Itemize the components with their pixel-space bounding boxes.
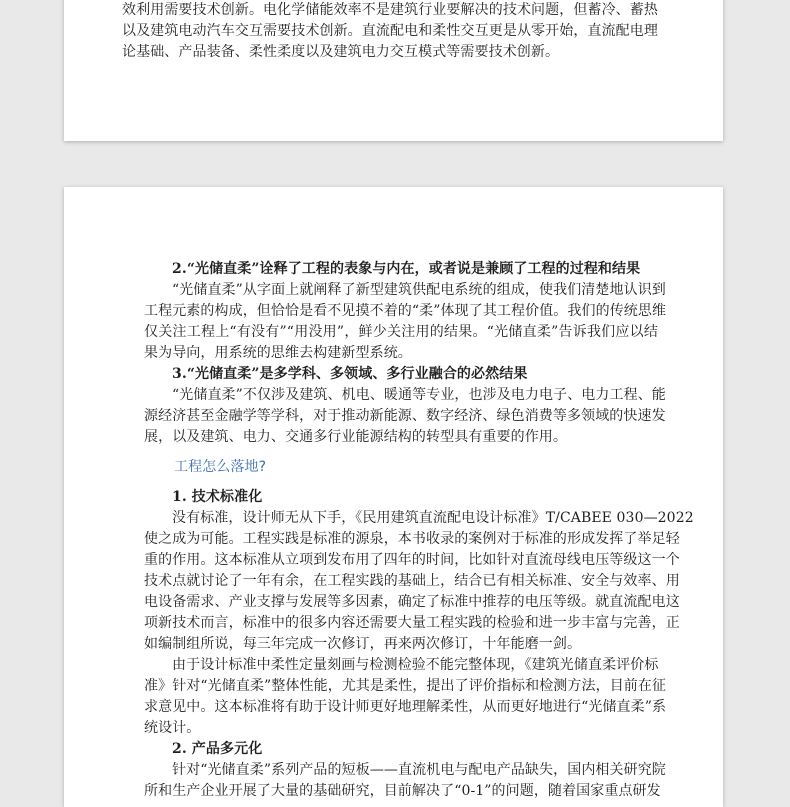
text-line: 效利用需要技术创新。电化学储能效率不是建筑行业要解决的技术问题，但蓄冷、蓄热 <box>122 2 658 18</box>
text-line: 展，以及建筑、电力、交通多行业能源结构的转型具有重要的作用。 <box>144 429 567 445</box>
paragraph-4 <box>144 508 694 655</box>
text-line: 工程元素的构成，但恰恰是看不见摸不着的“柔”体现了其工程价值。我们的传统思维 <box>144 303 667 319</box>
text-line: 项新技术而言，标准中的很多内容还需要大量工程实践的检验和进一步丰富与完善，正 <box>144 615 680 631</box>
document-page-bottom <box>64 187 723 807</box>
section-title: 工程怎么落地? <box>174 459 267 475</box>
document-page-top <box>64 0 723 141</box>
text-line: 针对“光储直柔”系列产品的短板——直流机电与配电产品缺失，国内相关研究院 <box>172 762 666 778</box>
text-line: “光储直柔”从字面上就阐释了新型建筑供配电系统的组成，使我们清楚地认识到 <box>172 282 666 298</box>
page-bottom-body <box>144 259 694 802</box>
numbered-heading-3: 3.“光储直柔”是多学科、多领域、多行业融合的必然结果 <box>172 366 528 382</box>
page-top-paragraph <box>122 0 658 63</box>
subheading-tech-standard: 1. 技术标准化 <box>172 489 263 505</box>
text-line: 重的作用。这本标准从立项到发布用了四年的时间，比如针对直流母线电压等级这一个 <box>144 552 680 568</box>
text-line: 技术点就讨论了一年有余，在工程实践的基础上，结合已有相关标准、安全与效率、用 <box>144 573 680 589</box>
text-line: 所和生产企业开展了大量的基础研究，目前解决了“0-1”的问题，随着国家重点研发 <box>144 783 661 799</box>
text-line: 统设计。 <box>144 720 201 736</box>
text-line: 仅关注工程上“有没有”“用没用”，鲜少关注用的结果。“光储直柔”告诉我们应以结 <box>144 324 658 340</box>
text-line: 没有标准，设计师无从下手，《民用建筑直流配电设计标准》T/CABEE 030—2022 <box>172 510 694 526</box>
text-line: 由于设计标准中柔性定量刻画与检测检验不能完整体现，《建筑光储直柔评价标 <box>172 657 659 673</box>
text-line: 求意见中。这本标准将有助于设计师更好地理解柔性，从而更好地进行“光储直柔”系 <box>144 699 667 715</box>
text-line: 以及建筑电动汽车交互需要技术创新。直流配电和柔性交互更是从零开始，直流配电理 <box>122 23 658 39</box>
text-line: 源经济甚至金融学等学科，对于推动新能源、数字经济、绿色消费等多领域的快速发 <box>144 408 666 424</box>
numbered-heading-2: 2.“光储直柔”诠释了工程的表象与内在，或者说是兼顾了工程的过程和结果 <box>172 261 641 277</box>
text-line: 电设备需求、产业支撑与发展等多因素，确定了标准中推荐的电压等级。就直流配电这 <box>144 594 680 610</box>
paragraph-6 <box>144 760 666 802</box>
paragraph-5 <box>144 655 667 739</box>
text-line: 准》针对“光储直柔”整体性能，尤其是柔性，提出了评价指标和检测方法，目前在征 <box>144 678 667 694</box>
text-line: 使之成为可能。工程实践是标准的源泉，本书收录的案例对于标准的形成发挥了举足轻 <box>144 531 680 547</box>
paragraph-2 <box>144 280 667 364</box>
text-line: 果为导向，用系统的思维去构建新型系统。 <box>144 345 412 361</box>
text-line: “光储直柔”不仅涉及建筑、机电、暖通等专业，也涉及电力电子、电力工程、能 <box>172 387 666 403</box>
text-line: 如编制组所说，每三年完成一次修订，再来两次修订，十年能磨一剑。 <box>144 636 582 652</box>
paragraph-3 <box>144 385 666 448</box>
text-line: 论基础、产品装备、柔性柔度以及建筑电力交互模式等需要技术创新。 <box>122 44 560 60</box>
subheading-product-diversification: 2. 产品多元化 <box>172 741 263 757</box>
